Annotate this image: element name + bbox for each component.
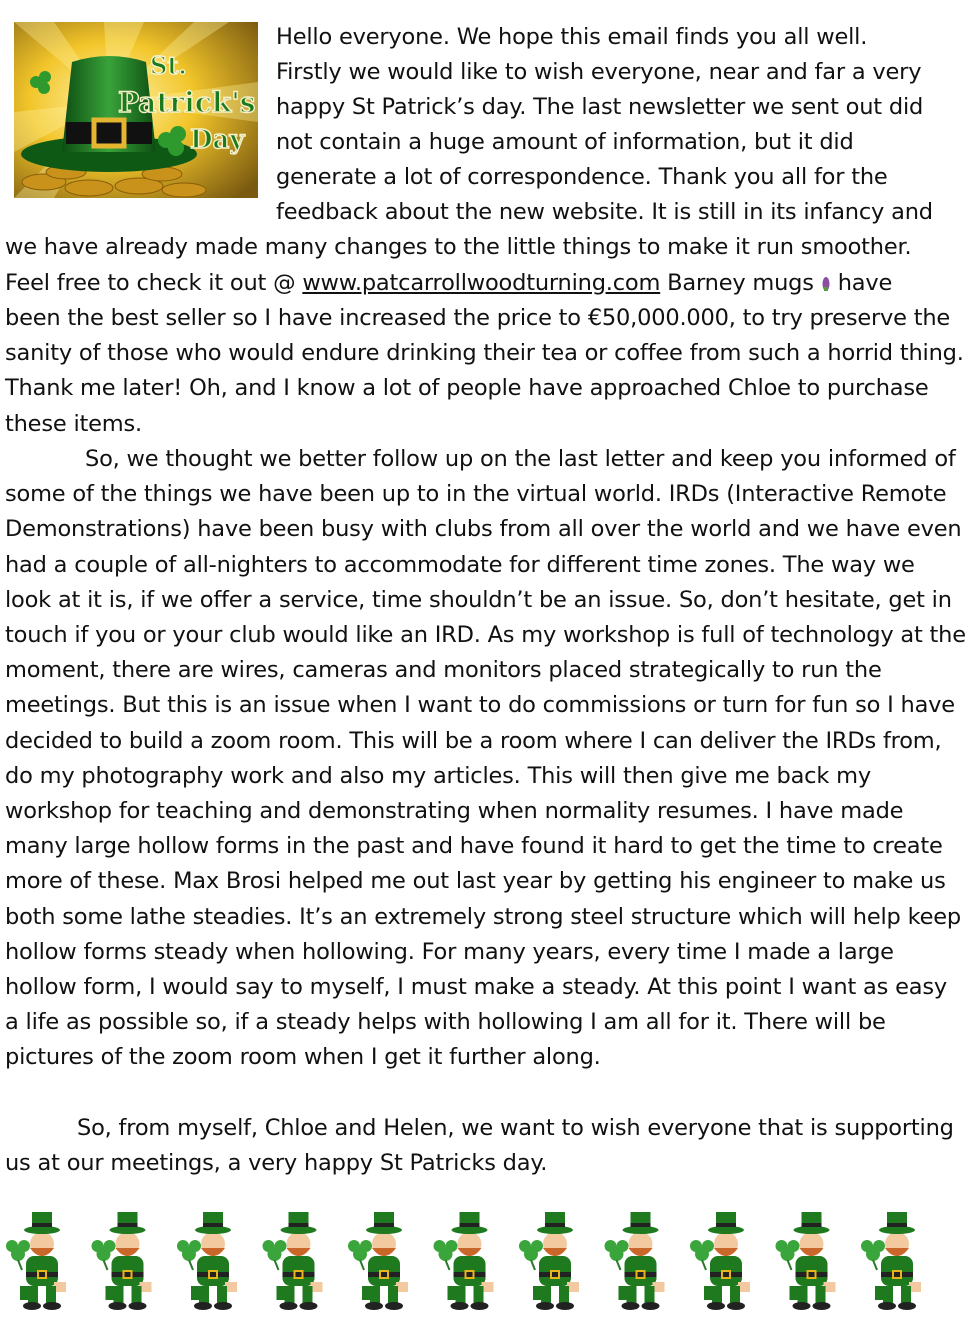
banner-title-line1: St. bbox=[150, 51, 187, 80]
banner-illustration bbox=[14, 22, 258, 198]
banner-title-line3: Day bbox=[190, 125, 245, 155]
intro-line: happy St Patrick’s day. The last newsletter we sent out did bbox=[276, 94, 924, 120]
leprechaun-icon bbox=[776, 1212, 836, 1310]
intro-paragraph-rest: been the best seller so I have increased the price to €50,000.000, to try preserve the sanity of those who would endure drinking their tea or coffee from such a horrid thing. Thank me later! Oh, and I know a lot of people have approached Chloe to purchase these items. bbox=[5, 305, 964, 437]
intro-line: Hello everyone. We hope this email finds you all well. bbox=[276, 24, 868, 50]
intro-line: feedback about the new website. It is still in its infancy and bbox=[276, 199, 933, 225]
leprechaun-icon bbox=[434, 1212, 494, 1310]
leprechaun-row bbox=[0, 1208, 976, 1318]
leprechaun-icon bbox=[92, 1212, 152, 1310]
have-text: have bbox=[830, 270, 893, 296]
leprechaun-icon bbox=[6, 1212, 66, 1310]
intro-line: Firstly we would like to wish everyone, near and far a very bbox=[276, 59, 922, 85]
leprechaun-icon bbox=[177, 1212, 237, 1310]
banner-title-line2: Patrick's bbox=[118, 86, 256, 119]
leprechaun-border bbox=[0, 1208, 976, 1318]
intro-line: we have already made many changes to the little things to make it run smoother. bbox=[5, 234, 912, 260]
st-patricks-day-banner bbox=[14, 22, 258, 198]
leprechaun-icon bbox=[348, 1212, 408, 1310]
leprechaun-icon bbox=[690, 1212, 750, 1310]
leprechaun-icon bbox=[605, 1212, 665, 1310]
website-line bbox=[5, 266, 971, 301]
intro-line: generate a lot of correspondence. Thank you all for the bbox=[276, 164, 888, 190]
website-link[interactable]: www.patcarrollwoodturning.com bbox=[302, 270, 661, 296]
leprechaun-icon bbox=[861, 1212, 921, 1310]
barney-icon bbox=[821, 268, 831, 286]
body-paragraph: So, we thought we better follow up on the last letter and keep you informed of some of the things we have been up to in the virtual world. IRDs (Interactive Remote Demonstrations) have been busy with clubs from all over the world and we have even had a couple of all-nighters to accommodate for different time zones. The way we look at it is, if we offer a service, time shouldn’t be an issue. So, don’t hesitate, get in touch if you or your club would like an IRD. As my workshop is full of technology at the moment, there are wires, cameras and monitors placed strategically to run the meetings. But this is an issue when I want to do commissions or turn for fun so I have decided to build a zoom room. This will be a room where I can deliver the IRDs from, do my photography work and also my articles. This will then give me back my workshop for teaching and demonstrating when normality resumes. I have made many large hollow forms in the past and have found it hard to get the time to create more of these. Max Brosi helped me out last year by getting his engineer to make us both some lathe steadies. It’s an extremely strong steel structure which will help keep hollow forms steady when hollowing. For many years, every time I made a large hollow form, I would say to myself, I must make a steady. At this point I want as easy a life as possible so, if a steady helps with hollowing I am all for it. There will be pictures of the zoom room when I get it further along. bbox=[5, 446, 966, 1071]
intro-line: not contain a huge amount of information, but it did bbox=[276, 129, 854, 155]
leprechaun-icon bbox=[519, 1212, 579, 1310]
barney-text: Barney mugs bbox=[660, 270, 821, 296]
closing-paragraph: So, from myself, Chloe and Helen, we want to wish everyone that is supporting us at our meetings, a very happy St Patricks day. bbox=[5, 1115, 954, 1177]
leprechaun-icon bbox=[263, 1212, 323, 1310]
website-prefix: Feel free to check it out @ bbox=[5, 270, 303, 296]
